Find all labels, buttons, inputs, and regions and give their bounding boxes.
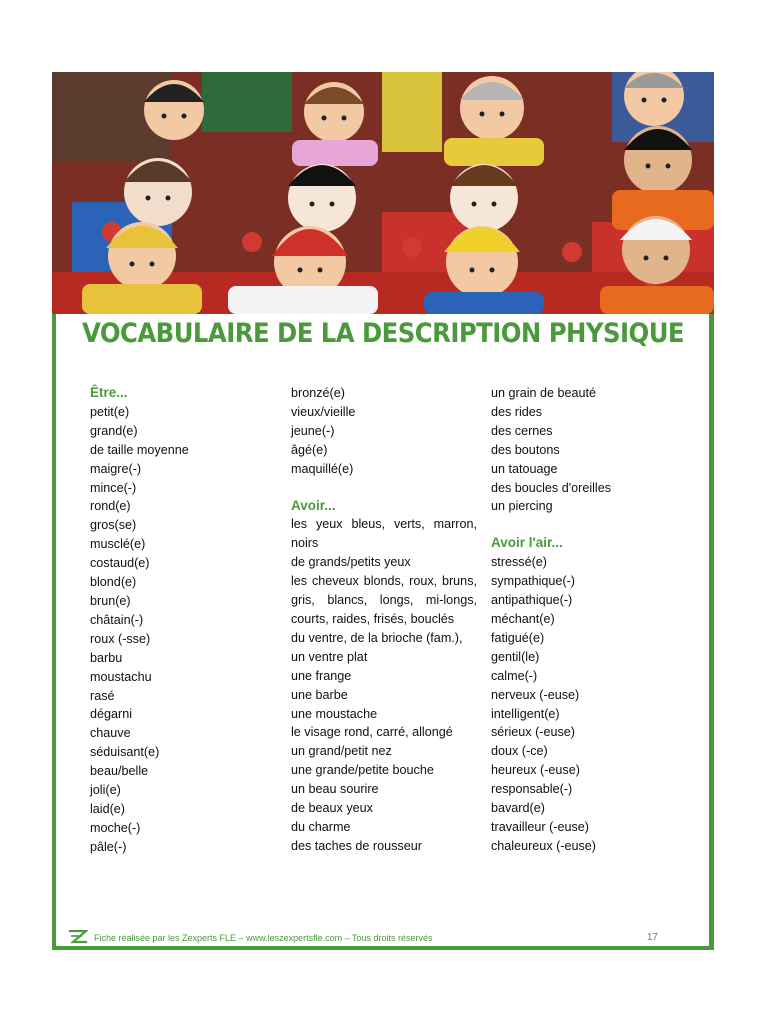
list-item: nerveux (-euse) [491, 687, 580, 702]
list-avoir-lair [491, 553, 691, 856]
frame-bottom-border [52, 946, 714, 950]
list-item: méchant(e) [491, 611, 555, 626]
list-item: petit(e) [90, 404, 130, 419]
list-item: châtain(-) [90, 612, 144, 627]
column-avoir [291, 384, 477, 856]
list-item: chauve [90, 726, 131, 741]
list-item: stressé(e) [491, 555, 547, 570]
worksheet-page [52, 72, 714, 950]
list-item: vieux/vieille [291, 404, 356, 419]
list-item: âgé(e) [291, 442, 328, 457]
list-item: joli(e) [90, 783, 121, 798]
list-item: heureux (-euse) [491, 763, 580, 778]
list-item: une moustache [291, 706, 378, 721]
list-item: un piercing [491, 499, 553, 514]
heading-avoir: Avoir... [291, 497, 336, 513]
list-item: rasé [90, 688, 115, 703]
list-item: antipathique(-) [491, 593, 573, 608]
list-item: gentil(le) [491, 649, 540, 664]
list-item: un ventre plat [291, 649, 368, 664]
list-item: gros(se) [90, 518, 137, 533]
list-item: responsable(-) [491, 782, 573, 797]
list-item: des boutons [491, 442, 560, 457]
list-item: une frange [291, 668, 352, 683]
heading-etre: Être... [90, 385, 128, 400]
list-item: rond(e) [90, 499, 131, 514]
list-item: maquillé(e) [291, 461, 354, 476]
list-item: de grands/petits yeux [291, 555, 411, 570]
column-etre [90, 384, 270, 857]
list-item: doux (-ce) [491, 744, 548, 759]
list-item: beau/belle [90, 764, 149, 779]
list-item: fatigué(e) [491, 630, 545, 645]
toy-figures-photo [52, 72, 714, 314]
list-item: laid(e) [90, 801, 125, 816]
list-item: pâle(-) [90, 839, 127, 854]
list-item: un tatouage [491, 461, 558, 476]
list-item: des rides [491, 404, 543, 419]
list-item: travailleur (-euse) [491, 819, 589, 834]
list-item: du charme [291, 819, 351, 834]
list-etre-continued [291, 384, 477, 479]
list-item: des cernes [491, 423, 553, 438]
list-item: des taches de rousseur [291, 838, 422, 853]
list-item: brun(e) [90, 593, 131, 608]
list-item: moustachu [90, 669, 152, 684]
list-item: un grain de beauté [491, 386, 597, 400]
list-item: de beaux yeux [291, 801, 373, 816]
list-item: intelligent(e) [491, 706, 560, 721]
list-item: un beau sourire [291, 782, 379, 797]
list-item: de taille moyenne [90, 442, 189, 457]
list-item: roux (-sse) [90, 631, 151, 646]
list-item: mince(-) [90, 480, 137, 495]
column-avoir-lair [491, 384, 691, 856]
list-item: blond(e) [90, 575, 137, 590]
heading-avoir-lair: Avoir l'air... [491, 535, 563, 551]
list-item: du ventre, de la brioche (fam.), [291, 630, 463, 645]
list-item: bronzé(e) [291, 386, 345, 400]
list-item: grand(e) [90, 423, 138, 438]
list-item: moche(-) [90, 820, 141, 835]
list-item: calme(-) [491, 668, 538, 683]
list-avoir [291, 515, 477, 855]
list-item: un grand/petit nez [291, 744, 392, 759]
list-item: une barbe [291, 687, 348, 702]
list-etre [90, 403, 270, 857]
list-item: maigre(-) [90, 461, 142, 476]
list-item: chaleureux (-euse) [491, 838, 596, 853]
list-item: des boucles d'oreilles [491, 480, 612, 495]
list-item: jeune(-) [291, 423, 335, 438]
page-title: VOCABULAIRE DE LA DESCRIPTION PHYSIQUE [81, 318, 685, 349]
list-avoir-continued [491, 384, 691, 516]
page-number: 17 [646, 932, 658, 943]
list-item: sérieux (-euse) [491, 725, 575, 740]
list-item: les yeux bleus, verts, marron, noirs [291, 517, 477, 551]
list-item: séduisant(e) [90, 745, 160, 760]
list-item: le visage rond, carré, allongé [291, 725, 453, 740]
list-item: costaud(e) [90, 556, 150, 571]
footer-credit: Fiche réalisée par les Zexperts FLE – www.leszexpertsfle.com – Tous droits réservés [94, 933, 433, 943]
zexperts-logo-icon [68, 930, 88, 944]
list-item: musclé(e) [90, 537, 146, 552]
footer [68, 930, 698, 946]
list-item: sympathique(-) [491, 574, 575, 589]
list-item: barbu [90, 650, 123, 665]
list-item: dégarni [90, 707, 133, 722]
list-item: une grande/petite bouche [291, 763, 434, 778]
list-item: bavard(e) [491, 801, 545, 816]
list-item: les cheveux blonds, roux, bruns, gris, blancs, longs, mi-longs, courts, raides, frisés, bouclés [291, 574, 477, 626]
